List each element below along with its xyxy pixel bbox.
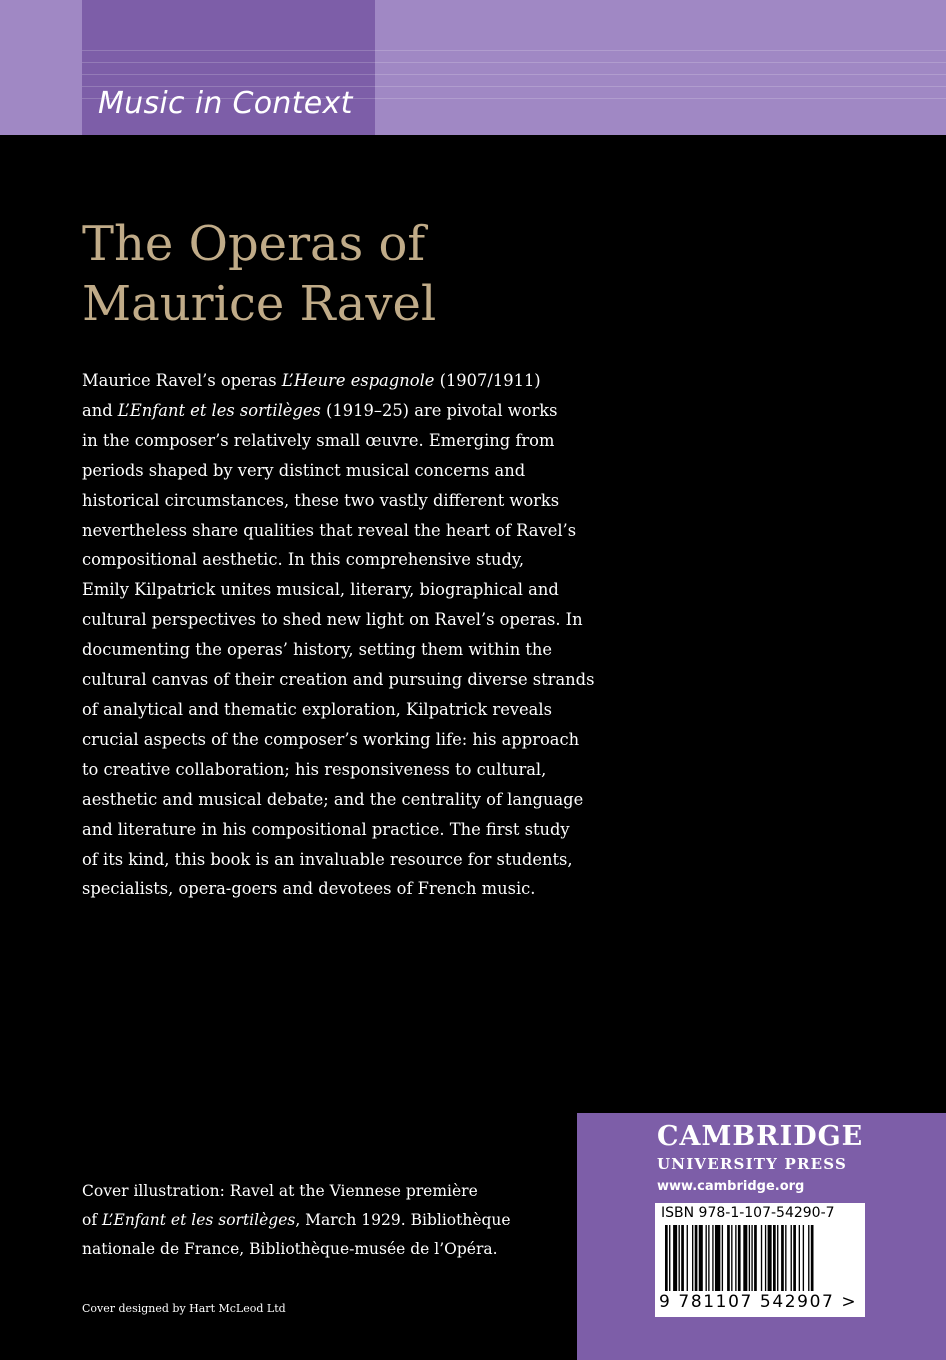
description-line: nevertheless share qualities that reveal the heart of Ravel’s [82, 520, 577, 540]
barcode-bar [699, 1225, 703, 1291]
description-line: aesthetic and musical debate; and the centrality of language [82, 789, 584, 809]
description-line: Maurice Ravel’s operas L’Heure espagnole (1907/1911) [82, 371, 541, 390]
barcode-bar [799, 1225, 800, 1291]
barcode-bar [743, 1225, 747, 1291]
opera-title: L’Enfant et les sortilèges [102, 1211, 296, 1229]
publisher-url: www.cambridge.org [657, 1179, 805, 1194]
publisher-panel [577, 1113, 946, 1360]
barcode-bar [687, 1225, 688, 1291]
description-line: of analytical and thematic exploration, Kilpatrick reveals [82, 699, 552, 719]
book-title-line: Maurice Ravel [82, 276, 437, 332]
barcode-bar [773, 1225, 776, 1291]
barcode-bar [808, 1225, 809, 1291]
description-line: cultural perspectives to shed new light on Ravel’s operas. In [82, 610, 583, 630]
barcode-bar [735, 1225, 736, 1291]
credit-line: nationale de France, Bibliothèque-musée de l’Opéra. [82, 1240, 498, 1258]
band-rule [82, 50, 946, 51]
barcode-bar [761, 1225, 762, 1291]
barcode-bar [731, 1225, 732, 1291]
barcode-bar [738, 1225, 741, 1291]
barcode-bar [695, 1225, 698, 1291]
description-line: and literature in his compositional practice. The first study [82, 819, 570, 839]
publisher-subtitle: UNIVERSITY PRESS [657, 1155, 848, 1173]
opera-title: L’Enfant et les sortilèges [117, 400, 321, 420]
barcode-bar [692, 1225, 693, 1291]
barcode-bar [793, 1225, 796, 1291]
description-line: of its kind, this book is an invaluable resource for students, [82, 849, 573, 869]
barcode-bar [749, 1225, 750, 1291]
barcode-bar [722, 1225, 723, 1291]
barcode-bar [803, 1225, 804, 1291]
band-rule [82, 62, 946, 63]
description-line: to creative collaboration; his responsiveness to cultural, [82, 759, 547, 779]
barcode-bar [765, 1225, 766, 1291]
barcode [655, 1203, 865, 1317]
barcode-bar [811, 1225, 814, 1291]
band-rule [82, 74, 946, 75]
cover-illustration-credit [82, 1177, 552, 1264]
barcode-bars [661, 1225, 859, 1291]
barcode-bar [791, 1225, 792, 1291]
description-line: periods shaped by very distinct musical concerns and [82, 460, 526, 480]
barcode-bar [768, 1225, 772, 1291]
book-title-line: The Operas of [82, 216, 426, 272]
barcode-digits: 9 781107 542907 > [659, 1292, 858, 1312]
barcode-bar [679, 1225, 680, 1291]
book-description [82, 366, 602, 904]
description-line: compositional aesthetic. In this comprehensive study, [82, 550, 525, 570]
credit-line: Cover illustration: Ravel at the Viennese première [82, 1182, 478, 1200]
barcode-bar [785, 1225, 786, 1291]
designer-credit: Cover designed by Hart McLeod Ltd [82, 1302, 286, 1315]
barcode-bar [708, 1225, 709, 1291]
publisher-name: CAMBRIDGE [657, 1121, 864, 1152]
barcode-bar [777, 1225, 778, 1291]
credit-line: of L’Enfant et les sortilèges, March 1929. Bibliothèque [82, 1211, 511, 1229]
description-line: historical circumstances, these two vastly different works [82, 490, 560, 510]
book-title [82, 214, 682, 334]
description-line: crucial aspects of the composer’s working life: his approach [82, 729, 580, 749]
opera-title: L’Heure espagnole [281, 371, 435, 390]
barcode-bar [673, 1225, 677, 1291]
barcode-bar [706, 1225, 707, 1291]
description-line: specialists, opera-goers and devotees of French music. [82, 879, 536, 899]
barcode-bar [751, 1225, 752, 1291]
series-band [0, 0, 946, 135]
barcode-bar [665, 1225, 668, 1291]
barcode-bar [669, 1225, 670, 1291]
barcode-bar [681, 1225, 684, 1291]
barcode-bar [712, 1225, 713, 1291]
description-line: Emily Kilpatrick unites musical, literary, biographical and [82, 580, 559, 600]
description-line: cultural canvas of their creation and pursuing diverse strands [82, 670, 595, 690]
description-line: documenting the operas’ history, setting them within the [82, 640, 553, 660]
isbn-number: ISBN 978-1-107-54290-7 [661, 1205, 835, 1221]
series-title: Music in Context [98, 86, 353, 121]
description-line: and L’Enfant et les sortilèges (1919–25) are pivotal works [82, 400, 558, 420]
barcode-bar [715, 1225, 720, 1291]
barcode-bar [781, 1225, 784, 1291]
description-line: in the composer’s relatively small œuvre. Emerging from [82, 430, 555, 450]
barcode-bar [754, 1225, 757, 1291]
barcode-bar [727, 1225, 730, 1291]
